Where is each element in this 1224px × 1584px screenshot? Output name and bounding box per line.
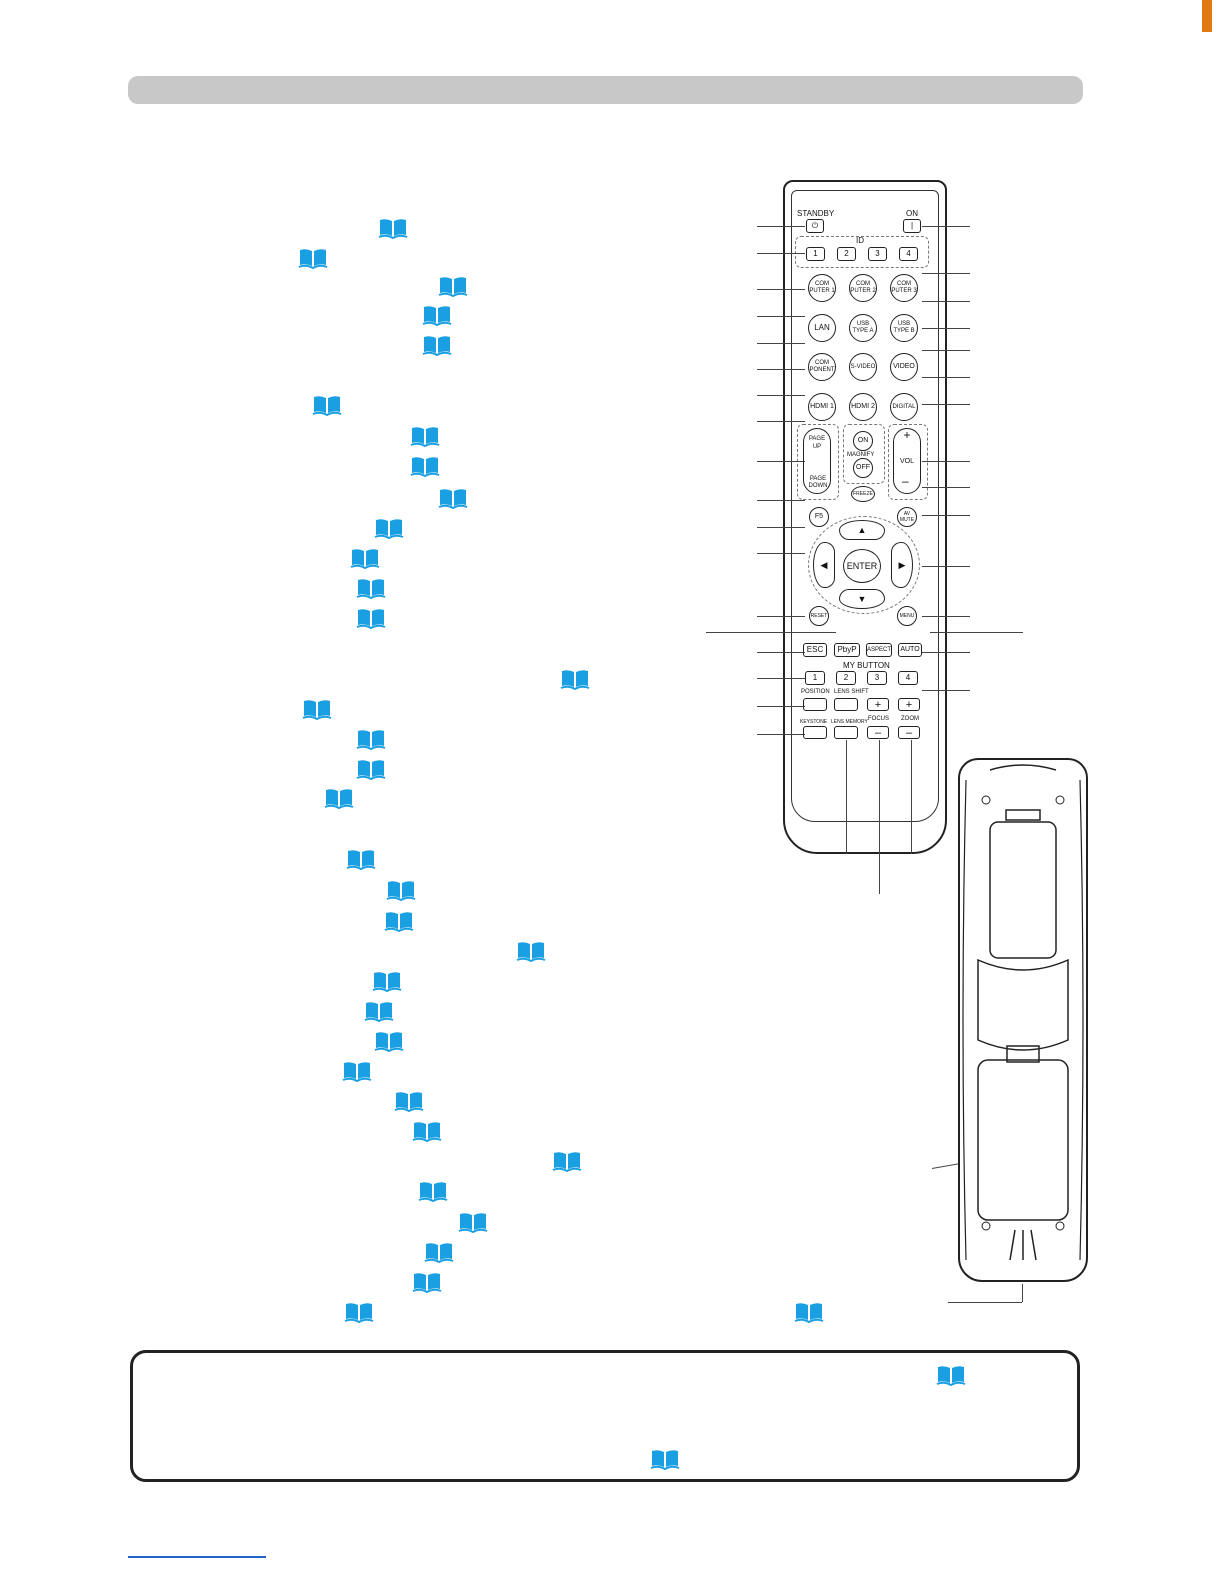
book-icon[interactable] <box>386 879 416 901</box>
book-icon[interactable] <box>794 1301 824 1323</box>
leader-line-right <box>922 461 970 462</box>
book-icon[interactable] <box>418 1180 448 1202</box>
cursor-right-button[interactable]: ▶ <box>891 542 913 588</box>
leader-line-zoom <box>911 740 912 854</box>
book-icon[interactable] <box>356 577 386 599</box>
leader-line-left <box>757 652 805 653</box>
lens-shift-label: LENS SHIFT <box>834 689 869 695</box>
leader-line-right <box>922 350 970 351</box>
leader-line-aspect <box>930 632 1023 633</box>
page-tab <box>1202 0 1212 32</box>
leader-line-right <box>922 226 970 227</box>
leader-line-left <box>757 343 805 344</box>
my-button-1[interactable]: 1 <box>805 671 825 685</box>
book-icon[interactable] <box>374 517 404 539</box>
menu-button[interactable]: MENU <box>897 606 917 626</box>
zoom-minus-button[interactable]: – <box>898 726 920 739</box>
digital-button[interactable]: DIGITAL <box>890 393 918 421</box>
my-button-2[interactable]: 2 <box>836 671 856 685</box>
book-icon[interactable] <box>344 1301 374 1323</box>
my-button-label: MY BUTTON <box>843 661 890 670</box>
book-icon[interactable] <box>374 1030 404 1052</box>
leader-line-left <box>757 734 805 735</box>
leader-line-right <box>922 566 970 567</box>
on-label: ON <box>906 209 918 218</box>
leader-line-left <box>757 421 805 422</box>
leader-line-right <box>922 273 970 274</box>
f5-button[interactable]: F5 <box>809 507 829 527</box>
section-header-bar <box>128 76 1083 104</box>
book-icon[interactable] <box>458 1211 488 1233</box>
remote-control-back <box>958 758 1088 1282</box>
leader-line-left <box>757 289 805 290</box>
book-icon[interactable] <box>350 547 380 569</box>
leader-line-right <box>922 616 970 617</box>
book-icon[interactable] <box>516 940 546 962</box>
book-icon[interactable] <box>438 487 468 509</box>
leader-line-antenna-v <box>1022 1284 1023 1302</box>
book-icon[interactable] <box>298 247 328 269</box>
standby-button[interactable]: ⏻ <box>806 219 824 233</box>
aspect-button[interactable]: ASPECT <box>866 643 892 657</box>
lens-shift-button[interactable] <box>834 698 858 711</box>
book-icon[interactable] <box>302 698 332 720</box>
book-icon[interactable] <box>424 1241 454 1263</box>
pbyp-button[interactable]: PbyP <box>834 643 860 657</box>
book-icon[interactable] <box>412 1271 442 1293</box>
usb-type-b-button[interactable]: USB TYPE B <box>890 314 918 342</box>
leader-line-pbyp <box>706 632 836 633</box>
reset-button[interactable]: RESET <box>809 606 829 626</box>
my-button-4[interactable]: 4 <box>898 671 918 685</box>
id-4-button[interactable]: 4 <box>899 247 918 261</box>
cursor-down-button[interactable]: ▼ <box>839 589 885 609</box>
lens-memory-label: LENS MEMORY <box>831 719 868 725</box>
focus-plus-button[interactable]: + <box>867 698 889 711</box>
leader-line-right <box>922 515 970 516</box>
book-icon[interactable] <box>378 217 408 239</box>
cursor-up-button[interactable]: ▲ <box>839 520 885 540</box>
magnify-off-button[interactable]: OFF <box>853 458 873 478</box>
leader-line-left <box>757 395 805 396</box>
on-button[interactable]: | <box>903 219 921 233</box>
book-icon[interactable] <box>438 275 468 297</box>
usb-type-a-button[interactable]: USB TYPE A <box>849 314 877 342</box>
book-icon[interactable] <box>422 304 452 326</box>
cursor-left-button[interactable]: ◀ <box>813 542 835 588</box>
book-icon[interactable] <box>324 787 354 809</box>
book-icon[interactable] <box>364 1000 394 1022</box>
book-icon[interactable] <box>412 1120 442 1142</box>
book-icon[interactable] <box>372 970 402 992</box>
leader-line-right <box>922 377 970 378</box>
leader-line-left <box>757 316 805 317</box>
leader-line-left <box>757 369 805 370</box>
leader-line-left <box>757 253 805 254</box>
leader-line-right <box>922 301 970 302</box>
leader-line-right <box>922 487 970 488</box>
book-icon[interactable] <box>552 1150 582 1172</box>
id-label: ID <box>856 236 864 245</box>
computer2-button[interactable]: COM PUTER 2 <box>849 274 877 302</box>
lan-button[interactable]: LAN <box>808 314 836 342</box>
esc-button[interactable]: ESC <box>803 643 827 657</box>
leader-line-right <box>922 652 970 653</box>
position-label: POSITION <box>801 689 830 695</box>
av-mute-button[interactable]: AV MUTE <box>897 507 917 527</box>
keystone-label: KEYSTONE <box>800 719 828 725</box>
focus-minus-button[interactable]: – <box>867 726 889 739</box>
book-icon[interactable] <box>356 607 386 629</box>
leader-line-lens-memory <box>846 740 847 854</box>
video-button[interactable]: VIDEO <box>890 353 918 381</box>
position-button[interactable] <box>803 698 827 711</box>
leader-line-right <box>922 328 970 329</box>
book-icon[interactable] <box>356 758 386 780</box>
enter-button[interactable]: ENTER <box>843 549 881 583</box>
book-icon[interactable] <box>342 1060 372 1082</box>
component-button[interactable]: COM PONENT <box>808 353 836 381</box>
footer-link-rule <box>128 1556 266 1558</box>
page-up-button[interactable]: PAGE UP <box>803 428 831 494</box>
magnify-on-button[interactable]: ON <box>853 431 873 451</box>
id-3-button[interactable]: 3 <box>868 247 887 261</box>
volume-up-button[interactable]: + <box>893 428 921 494</box>
zoom-label: ZOOM <box>901 716 919 722</box>
auto-button[interactable]: AUTO <box>898 643 922 657</box>
leader-line-left <box>757 461 805 462</box>
hdmi1-button[interactable]: HDMI 1 <box>808 393 836 421</box>
freeze-button[interactable]: FREEZE <box>851 486 875 502</box>
leader-line-left <box>757 678 805 679</box>
leader-line-left <box>757 527 805 528</box>
leader-line-left <box>757 553 805 554</box>
hdmi2-button[interactable]: HDMI 2 <box>849 393 877 421</box>
id-2-button[interactable]: 2 <box>837 247 856 261</box>
book-icon[interactable] <box>394 1090 424 1112</box>
book-icon[interactable] <box>410 425 440 447</box>
leader-line-left <box>757 226 805 227</box>
leader-line-left <box>757 500 805 501</box>
leader-line-left <box>757 706 805 707</box>
standby-label: STANDBY <box>797 209 835 218</box>
lens-memory-button[interactable] <box>834 726 858 739</box>
book-icon[interactable] <box>346 848 376 870</box>
note-box <box>130 1350 1080 1482</box>
computer3-button[interactable]: COM PUTER 3 <box>890 274 918 302</box>
id-1-button[interactable]: 1 <box>806 247 825 261</box>
leader-line-antenna <box>948 1302 1022 1303</box>
focus-label: FOCUS <box>868 716 889 722</box>
my-button-3[interactable]: 3 <box>867 671 887 685</box>
s-video-button[interactable]: S-VIDEO <box>849 353 877 381</box>
book-icon[interactable] <box>384 910 414 932</box>
computer1-button[interactable]: COM PUTER 1 <box>808 274 836 302</box>
remote-back-outline <box>960 760 1086 1280</box>
leader-line-right <box>922 404 970 405</box>
leader-line-left <box>757 616 805 617</box>
volume-label: VOL <box>900 458 915 465</box>
leader-line-right <box>922 690 970 691</box>
book-icon[interactable] <box>312 394 342 416</box>
leader-line-focus <box>879 740 880 894</box>
page-down-button[interactable]: PAGE DOWN <box>808 476 828 489</box>
book-icon[interactable] <box>560 668 590 690</box>
book-icon[interactable] <box>356 728 386 750</box>
zoom-plus-button[interactable]: + <box>898 698 920 711</box>
book-icon[interactable] <box>422 334 452 356</box>
magnify-label: MAGNIFY <box>847 452 875 458</box>
keystone-button[interactable] <box>803 726 827 739</box>
volume-down-button[interactable]: – <box>902 474 909 488</box>
book-icon[interactable] <box>410 455 440 477</box>
